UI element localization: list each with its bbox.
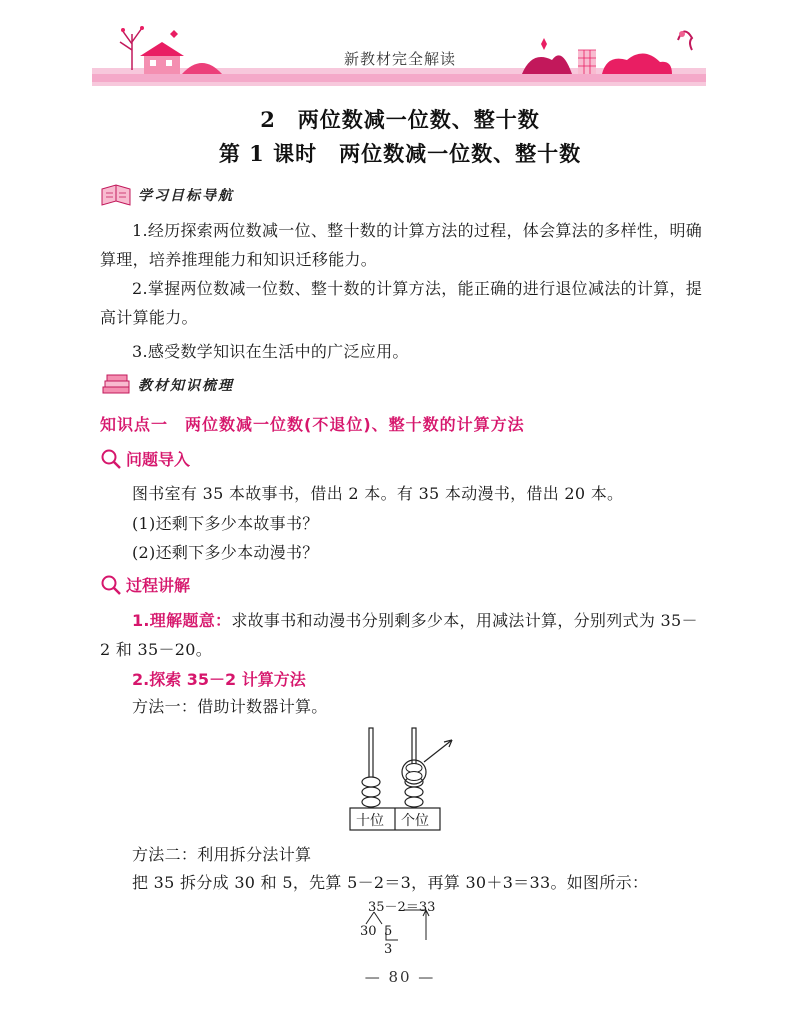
books-stack-icon <box>100 373 134 397</box>
split-part-tens: 30 <box>360 924 377 939</box>
intro-heading-label: 问题导入 <box>126 450 191 469</box>
intro-line-3: (2)还剩下多少本动漫书？ <box>132 543 319 562</box>
abacus-figure <box>344 722 462 834</box>
method2-detail: 把 35 拆分成 30 和 5，先算 5－2＝3，再算 30＋3＝33。如图所示： <box>132 873 649 892</box>
split-figure <box>346 896 450 958</box>
method1-text: 方法一：借助计数器计算。 <box>132 697 328 716</box>
step1-paragraph <box>100 606 706 664</box>
intro-line-1: 图书室有 35 本故事书，借出 2 本。有 35 本动漫书，借出 20 本。 <box>132 484 624 503</box>
knowledge-heading-label: 教材知识梳理 <box>138 378 234 394</box>
step1-label: 1.理解题意： <box>132 611 232 630</box>
goal-item-3: 3.感受数学知识在生活中的广泛应用。 <box>132 342 409 361</box>
intro-line-2: (1)还剩下多少本故事书？ <box>132 514 319 533</box>
method2-text: 方法二：利用拆分法计算 <box>132 845 312 864</box>
process-heading <box>100 573 190 596</box>
goals-heading-label: 学习目标导航 <box>138 188 234 204</box>
knowledge-heading <box>100 372 234 398</box>
step2-heading: 2.探索 35－2 计算方法 <box>132 670 306 689</box>
magnifier-icon <box>100 574 124 596</box>
split-equation: 35－2＝33 <box>368 900 436 915</box>
process-heading-label: 过程讲解 <box>126 576 191 595</box>
intro-heading <box>100 447 190 470</box>
knowledge-point-title: 知识点一 两位数减一位数(不退位)、整十数的计算方法 <box>100 415 525 434</box>
goal-item-1: 1.经历探索两位数减一位、整十数的计算方法的过程，体会算法的多样性，明确算理，培养推理能力和知识迁移能力。 <box>100 221 703 269</box>
book-icon <box>100 183 134 207</box>
split-part-ones: 5 <box>384 924 393 939</box>
header-title: 新教材完全解读 <box>343 50 456 68</box>
abacus-label-tens: 十位 <box>356 813 384 829</box>
page-number: — 80 — <box>364 968 436 986</box>
step1-text: 求故事书和动漫书分别剩多少本，用减法计算，分别列式为 35－2 和 35－20。 <box>100 611 698 659</box>
goal-item-2: 2.掌握两位数减一位数、整十数的计算方法，能正确的进行退位减法的计算，提高计算能力。 <box>100 279 703 327</box>
split-result: 3 <box>384 942 393 957</box>
goals-heading <box>100 182 234 208</box>
lesson-title: 第 1 课时 两位数减一位数、整十数 <box>218 141 582 166</box>
abacus-label-ones: 个位 <box>401 813 429 829</box>
chapter-title: 2 两位数减一位数、整十数 <box>260 107 540 132</box>
magnifier-icon <box>100 448 124 470</box>
